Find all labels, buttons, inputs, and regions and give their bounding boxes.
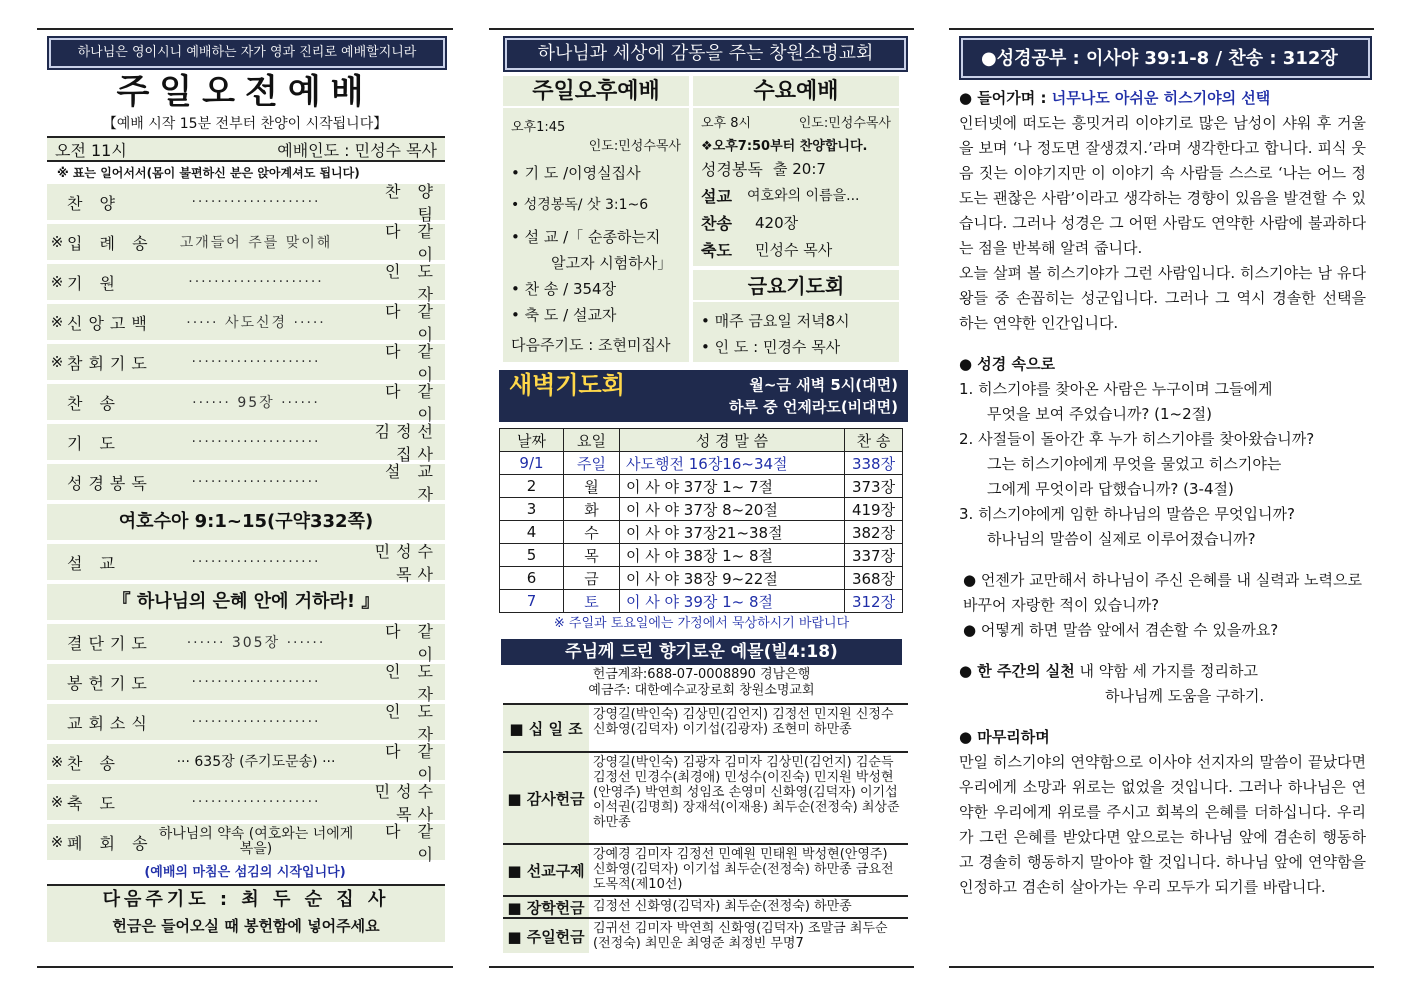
table-header — [500, 429, 903, 452]
question — [959, 377, 1366, 427]
order-item — [47, 782, 445, 824]
item-detail: ···················· — [191, 714, 321, 730]
intro-heading — [959, 86, 1366, 111]
item-person: 다 같 이 — [385, 342, 439, 384]
friday-item: • 인 도 : 민경수 목사 — [701, 338, 841, 356]
dawn-line: 하루 중 언제라도(비대면) — [728, 398, 898, 416]
practice-text: 하나님께 도움을 구하기. — [1105, 687, 1265, 705]
mark: ※ — [50, 273, 64, 291]
row-label: 설교 — [701, 187, 732, 206]
cell: 목 — [564, 544, 620, 567]
mark: ※ — [50, 753, 64, 771]
cell: 이 사 야 38장 1~ 8절 — [620, 544, 845, 567]
sermon-title: 『 하나님의 은혜 안에 거하라! 』 — [47, 584, 445, 620]
order-item — [47, 742, 445, 784]
item-detail: ···················· — [191, 354, 321, 370]
order-item-sermon — [47, 542, 445, 584]
friday-item: • 매주 금요일 저녁8시 — [701, 312, 850, 330]
cell: 토 — [564, 590, 620, 613]
row-value: 출 20:7 — [773, 160, 826, 178]
cell: 이 사 야 37장 1~ 7절 — [620, 475, 845, 498]
item-detail: ···················· — [191, 194, 321, 210]
practice — [959, 659, 1366, 709]
intro-paragraph: 인터넷에 떠도는 흥밋거리 이야기로 많은 남성이 샤워 후 거울을 보며 ‘나 정도면 잘생겼지.’라며 생각한다고 합니다. 피식 웃음 짓는 이야기지만 이 이야기 속 사람들 스스로 ‘나는 어느 정도는 괜찮은 사람’이라고 생각하는 경향이 있음을 발견할 수 있습니다. 그러나 성경은 그 어떤 사람도 연약한 사람에 불과하다는 점을 반복해 알려 줍니다. — [959, 114, 1366, 257]
cell: 주일 — [564, 452, 620, 475]
question-text: 그에게 무엇이라 답했습니까? (3-4절) — [987, 480, 1234, 498]
spacer — [959, 643, 1366, 659]
row-label: 찬송 — [701, 214, 732, 233]
offering-list — [503, 703, 908, 953]
cell: 월 — [564, 475, 620, 498]
row-label: 축도 — [701, 241, 732, 260]
wednesday-title: 수요예배 — [693, 76, 899, 108]
question-text: 3. 히스기야에게 임한 하나님의 말씀은 무엇입니까? — [959, 505, 1295, 523]
item-person: 민성수목사 — [374, 542, 439, 584]
row-value: 420장 — [755, 214, 799, 232]
item-name: 찬 송 — [67, 753, 121, 773]
wednesday-row — [693, 183, 899, 210]
item-name: 기 원 — [67, 273, 121, 293]
cell: 4 — [500, 521, 564, 544]
cell: 3 — [500, 498, 564, 521]
order-item — [47, 662, 445, 704]
offering-type: ■ 장학헌금 — [503, 897, 589, 917]
afternoon-leader: 인도:민성수목사 — [588, 139, 681, 154]
question-text: 2. 사절들이 돌아간 후 누가 히스기야를 찾아왔습니까? — [959, 430, 1315, 448]
offering-row — [503, 843, 908, 895]
order-list — [47, 182, 445, 864]
item-person: 인 도 자 — [385, 702, 439, 744]
table-row — [500, 590, 903, 613]
order-item — [47, 302, 445, 344]
wednesday-service — [693, 76, 899, 266]
offering-row — [503, 703, 908, 751]
item-person: 설 교 자 — [385, 462, 439, 504]
wednesday-meta — [693, 108, 899, 131]
afternoon-title: 주일오후예배 — [503, 76, 689, 108]
practice-text: 내 약함 세 가지를 정리하고 — [1079, 662, 1258, 680]
closing-heading: ● 마무리하며 — [959, 728, 1050, 746]
question — [959, 427, 1366, 502]
offering-type: ■ 감사헌금 — [503, 753, 589, 843]
row-value: 여호와의 이름을... — [747, 188, 860, 204]
service-subtitle: 【예배 시작 15분 전부터 찬양이 시작됩니다】 — [102, 116, 388, 132]
scripture-reference: 여호수아 9:1~15(구약332쪽) — [47, 504, 445, 540]
afternoon-item: • 설 교 /「 순종하는지 — [511, 228, 661, 246]
order-item — [47, 702, 445, 744]
order-item — [47, 182, 445, 224]
table-row — [500, 544, 903, 567]
item-person: 김정선집사 — [374, 422, 439, 464]
account-holder: 예금주: 대한예수교장로회 창원소명교회 — [588, 683, 815, 698]
wednesday-row — [693, 237, 899, 264]
order-item — [47, 622, 445, 664]
afternoon-service — [503, 76, 689, 362]
cell: 7 — [500, 590, 564, 613]
order-item — [47, 382, 445, 424]
closing-paragraph: 만일 히스기야의 연약함으로 이사야 선지자의 말씀이 끝났다면 우리에게 소망과 위로는 없었을 것입니다. 그러나 하나님은 연약한 우리에게 위로를 주시고 회복의 은혜를 더하십니다. 우리가 그런 은혜를 받았다면 앞으로는 하나님 앞에 겸손히 행동하고 경솔히 행동하지 말아야 할 것입니다. 하나님 앞에 연약함을 인정하고 겸손히 살아가는 우리 모두가 되기를 바랍니다. — [959, 753, 1366, 896]
question-text: 1. 히스기야를 찾아온 사람은 누구이며 그들에게 — [959, 380, 1273, 398]
offering-note: 헌금은 들어오실 때 봉헌함에 넣어주세요 — [112, 917, 380, 935]
cell: 화 — [564, 498, 620, 521]
offering-type: ■ 선교구제 — [503, 845, 589, 895]
wednesday-row — [693, 156, 899, 183]
order-item — [47, 342, 445, 384]
service-time: 오전 11시 — [55, 140, 127, 160]
col-header: 찬 송 — [845, 429, 903, 452]
table-row — [500, 567, 903, 590]
schedule-note: ※ 주일과 토요일에는 가정에서 묵상하시기 바랍니다 — [553, 616, 850, 631]
account-number: 헌금계좌:688-07-0008890 경남은행 — [592, 667, 811, 682]
friday-prayer — [693, 270, 899, 362]
offering-names: 김귀선 김미자 박연희 신화영(김덕자) 조말금 최두순(전정숙) 최민운 최영준 최정빈 무명7 — [593, 921, 888, 951]
item-name: 참회기도 — [67, 353, 153, 373]
item-person: 다 같 이 — [385, 622, 439, 664]
weekday-services — [693, 76, 899, 362]
standing-note: ※ 표는 일어서서(몸이 불편하신 분은 앉아계셔도 됩니다) — [57, 166, 360, 180]
item-detail: ······ 95장 ······ — [192, 395, 320, 411]
item-person: 찬 양 팀 — [385, 182, 439, 224]
item-detail: ······ 305장 ······ — [186, 635, 326, 651]
offering-names: 김정선 신화영(김덕자) 최두순(전정숙) 하만종 — [593, 899, 852, 914]
wednesday-praise-note: ❖오후7:50부터 찬양합니다. — [701, 139, 868, 154]
col-header: 성 경 말 씀 — [620, 429, 845, 452]
item-name: 결단기도 — [67, 633, 153, 653]
item-name: 설 교 — [67, 553, 121, 573]
item-person: 다 같 이 — [385, 742, 439, 784]
reflection: ● 어떻게 하면 말씀 앞에서 겸손할 수 있을까요? — [963, 621, 1279, 639]
cell: 338장 — [845, 452, 903, 475]
cell: 5 — [500, 544, 564, 567]
item-person: 인 도 자 — [385, 262, 439, 304]
order-item — [47, 422, 445, 464]
cell: 이 사 야 37장 8~20절 — [620, 498, 845, 521]
wednesday-time: 오후 8시 — [701, 116, 752, 131]
church-banner: 하나님과 세상에 감동을 주는 창원소명교회 — [505, 38, 906, 70]
next-prayer: 다음주기도 : 최 두 순 집 사 — [102, 889, 390, 910]
item-name: 폐 회 송 — [67, 833, 154, 853]
cell: 368장 — [845, 567, 903, 590]
intro-label: ● 들어가며 : — [959, 89, 1047, 107]
spacer — [959, 709, 1366, 725]
spacer — [959, 552, 1366, 568]
account-info — [489, 667, 914, 699]
spacer — [959, 336, 1366, 352]
item-name: 축 도 — [67, 793, 121, 813]
offering-type: ■ 십 일 조 — [503, 705, 589, 751]
item-detail: ····· 사도신경 ····· — [186, 315, 326, 331]
item-detail: ···················· — [191, 434, 321, 450]
practice-heading: ● 한 주간의 실천 — [959, 662, 1075, 680]
wednesday-leader: 인도:민성수목사 — [798, 116, 891, 131]
cell: 419장 — [845, 498, 903, 521]
afternoon-next-prayer: 다음주기도 : 조현미집사 — [511, 336, 671, 354]
closing-note: (예배의 마침은 섬김의 시작입니다) — [144, 865, 346, 880]
afternoon-time: 오후1:45 — [511, 120, 566, 135]
offering-names: 강영길(박인숙) 김광자 김미자 김상민(김언지) 김순득 김정선 민경수(최경애) 민성수(이진숙) 민지원 박성현(안영주) 박연희 성임조 손영미 신화영(김덕자) 이기섭 이석권(김명희) 장재석(이재용) 최두순(전정숙) 최상준 하만종 — [593, 755, 900, 830]
reflection: ● 언젠가 교만해서 하나님이 주신 은혜를 내 실력과 노력으로 바꾸어 자랑한 적이 있습니까? — [963, 571, 1362, 614]
cell: 이 사 야 37장21~38절 — [620, 521, 845, 544]
cell: 337장 — [845, 544, 903, 567]
offering-row — [503, 917, 908, 953]
item-name: 찬 양 — [67, 193, 121, 213]
item-detail: ····················· — [188, 274, 324, 290]
offering-row — [503, 895, 908, 917]
item-name: 입 례 송 — [67, 233, 154, 253]
dawn-times — [729, 370, 898, 422]
mark: ※ — [50, 313, 64, 331]
offering-names: 강영길(박인숙) 김상민(김언지) 김정선 민지원 신정수 신화영(김덕자) 이기섭(김광자) 조현미 하만종 — [593, 707, 894, 737]
item-detail: ··· 635장 (주기도문송) ··· — [176, 753, 336, 770]
row-value: 민성수 목사 — [755, 241, 833, 259]
study-banner: ●성경공부 : 이사야 39:1-8 / 찬송 : 312장 — [961, 38, 1370, 78]
mark: ※ — [50, 233, 64, 251]
item-detail: 하나님의 약속 (여호와는 너에게 복을) — [158, 826, 354, 857]
offering-names: 강예경 김미자 김정선 민예원 민태원 박성현(안영주) 신화영(김덕자) 이기섭 최두순(전정숙) 하만종 금요전도목적(제10선) — [593, 847, 894, 892]
afternoon-item: • 찬 송 / 354장 — [511, 280, 617, 298]
item-detail: ···················· — [191, 794, 321, 810]
table-row — [500, 452, 903, 475]
item-person: 다 같 이 — [385, 302, 439, 344]
dawn-prayer-bar — [499, 370, 908, 422]
item-detail: ···················· — [191, 674, 321, 690]
dawn-line: 월~금 새벽 5시(대면) — [749, 376, 898, 394]
order-item — [47, 262, 445, 304]
item-name: 찬 송 — [67, 393, 121, 413]
col-header: 날짜 — [500, 429, 564, 452]
cell: 373장 — [845, 475, 903, 498]
item-person: 다 같 이 — [385, 382, 439, 424]
service-grid — [503, 76, 908, 362]
intro-paragraph: 오늘 살펴 볼 히스기야가 그런 사람입니다. 히스기야는 남 유다 왕들 중 손꼽히는 성군입니다. 그러나 그 역시 경솔한 선택을 하는 연약한 인간입니다. — [959, 264, 1366, 332]
mark: ※ — [50, 353, 64, 371]
worship-order-panel — [37, 28, 453, 968]
offering-title: 주님께 드린 향기로운 예물(빌4:18) — [501, 639, 902, 665]
item-detail: ···················· — [191, 474, 321, 490]
cell: 382장 — [845, 521, 903, 544]
mark: ※ — [50, 833, 64, 851]
bible-heading: ● 성경 속으로 — [959, 355, 1055, 373]
item-name: 기 도 — [67, 433, 121, 453]
item-person: 인 도 자 — [385, 662, 439, 704]
cell: 9/1 — [500, 452, 564, 475]
cell: 사도행전 16장16~34절 — [620, 452, 845, 475]
table-row — [500, 475, 903, 498]
order-item — [47, 222, 445, 264]
cell: 금 — [564, 567, 620, 590]
table-row — [500, 521, 903, 544]
cell: 이 사 야 38장 9~22절 — [620, 567, 845, 590]
services-panel — [489, 28, 914, 968]
col-header: 요일 — [564, 429, 620, 452]
item-person: 민성수목사 — [374, 782, 439, 824]
question — [959, 502, 1366, 552]
bottom-box — [47, 884, 445, 942]
question-text: 무엇을 보여 주었습니까? (1~2절) — [987, 405, 1213, 423]
item-name: 신앙고백 — [67, 313, 153, 333]
table-row — [500, 498, 903, 521]
question-text: 하나님의 말씀이 실제로 이루어졌습니까? — [987, 530, 1256, 548]
row-label: 성경봉독 — [701, 160, 763, 179]
afternoon-item: • 기 도 /이영실집사 — [511, 164, 641, 182]
service-time-row — [47, 136, 445, 162]
afternoon-item: 알고자 시험하사」 — [551, 254, 673, 272]
page-title: 주일오전예배 — [116, 72, 374, 112]
cell: 이 사 야 39장 1~ 8절 — [620, 590, 845, 613]
item-person: 다 같 이 — [385, 222, 439, 264]
offering-row — [503, 751, 908, 843]
scripture-banner: 하나님은 영이시니 예배하는 자가 영과 진리로 예배할지니라 — [49, 38, 445, 68]
item-name: 봉헌기도 — [67, 673, 153, 693]
cell: 수 — [564, 521, 620, 544]
dawn-title: 새벽기도회 — [509, 371, 625, 399]
item-detail: 고개들어 주를 맞이해 — [179, 235, 333, 251]
wednesday-row — [693, 210, 899, 237]
reading-schedule-table — [499, 428, 903, 613]
offering-type: ■ 주일헌금 — [503, 919, 589, 953]
service-leader: 예배인도 : 민성수 목사 — [277, 140, 437, 160]
question-text: 그는 히스기야에게 무엇을 물었고 히스기야는 — [987, 455, 1282, 473]
afternoon-item: • 성경봉독/ 삿 3:1~6 — [511, 197, 649, 213]
bible-study-panel — [949, 28, 1374, 968]
study-body — [949, 78, 1374, 900]
mark: ※ — [50, 793, 64, 811]
afternoon-item: • 축 도 / 설교자 — [511, 306, 617, 324]
cell: 6 — [500, 567, 564, 590]
item-name: 성경봉독 — [67, 473, 153, 493]
item-name: 교회소식 — [67, 713, 153, 733]
item-detail: ···················· — [191, 554, 321, 570]
intro-subtitle: 너무나도 아쉬운 히스기야의 선택 — [1051, 89, 1271, 107]
cell: 312장 — [845, 590, 903, 613]
cell: 2 — [500, 475, 564, 498]
order-item — [47, 822, 445, 864]
item-person: 다 같 이 — [385, 822, 439, 864]
order-item — [47, 462, 445, 504]
friday-title: 금요기도회 — [693, 270, 899, 302]
